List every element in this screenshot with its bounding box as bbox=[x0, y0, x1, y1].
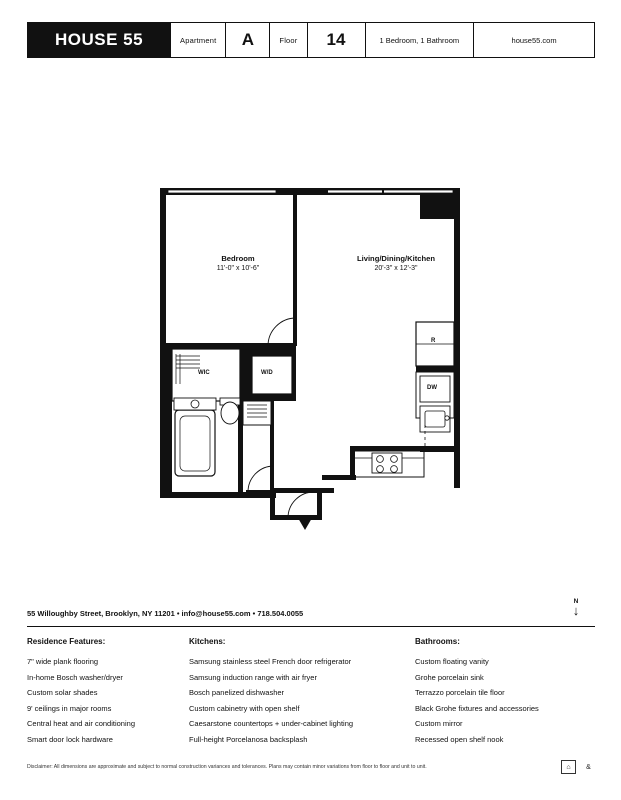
floor-plan-drawing bbox=[120, 170, 500, 540]
list-item: Bosch panelized dishwasher bbox=[189, 688, 285, 697]
list-item: Custom solar shades bbox=[27, 688, 98, 697]
list-item: In-home Bosch washer/dryer bbox=[27, 672, 123, 682]
features-column-kitchens bbox=[189, 637, 415, 747]
room-label-bedroom: Bedroom 11'-0" x 10'-6" bbox=[216, 254, 260, 273]
list-item: Custom mirror bbox=[415, 719, 463, 728]
unit-info: 1 Bedroom, 1 Bathroom bbox=[365, 23, 474, 57]
list-item: Caesarstone countertops + under-cabinet lighting bbox=[189, 719, 354, 728]
features-list bbox=[27, 654, 189, 747]
annotation-wic: WIC bbox=[198, 370, 210, 376]
features-column-residence bbox=[27, 637, 189, 747]
floor-label: Floor bbox=[269, 23, 306, 57]
features-heading: Kitchens: bbox=[189, 637, 226, 646]
website-link[interactable]: house55.com bbox=[473, 23, 594, 57]
apartment-label: Apartment bbox=[170, 23, 225, 57]
list-item: Black Grohe fixtures and accessories bbox=[415, 703, 539, 713]
annotation-dishwasher: DW bbox=[427, 385, 437, 391]
compass-label: N bbox=[573, 598, 579, 605]
equal-housing-icon: ⌂ bbox=[561, 760, 576, 774]
list-item: Custom floating vanity bbox=[415, 657, 489, 666]
brand-logo: HOUSE 55 bbox=[28, 23, 170, 57]
divider bbox=[27, 626, 595, 627]
floor-plan-svg bbox=[120, 170, 500, 540]
list-item: 7" wide plank flooring bbox=[27, 657, 99, 666]
features-list bbox=[189, 654, 415, 747]
list-item: Samsung induction range with air fryer bbox=[189, 672, 317, 682]
footer-badges bbox=[561, 760, 594, 774]
list-item: Smart door lock hardware bbox=[27, 734, 113, 744]
features-heading: Residence Features: bbox=[27, 637, 106, 646]
disclaimer-text: Disclaimer: All dimensions are approximate and subject to normal construction variances and tolerances. Plans may contain minor variations from floor to floor and unit to unit. bbox=[27, 764, 427, 770]
features-list bbox=[415, 654, 595, 747]
features-column-bathrooms bbox=[415, 637, 595, 747]
annotation-washer-dryer: W/D bbox=[261, 370, 273, 376]
list-item: Full-height Porcelanosa backsplash bbox=[189, 734, 308, 744]
accessibility-icon: & bbox=[586, 763, 591, 771]
list-item: Terrazzo porcelain tile floor bbox=[415, 688, 505, 697]
compass-icon bbox=[563, 598, 589, 617]
sheet-header bbox=[27, 22, 595, 58]
annotation-refrigerator: R bbox=[431, 338, 436, 344]
list-item: Central heat and air conditioning bbox=[27, 719, 135, 728]
list-item: 9' ceilings in major rooms bbox=[27, 703, 112, 713]
list-item: Recessed open shelf nook bbox=[415, 734, 504, 744]
room-label-living: Living/Dining/Kitchen 20'-3" x 12'-3" bbox=[356, 254, 436, 273]
list-item: Grohe porcelain sink bbox=[415, 672, 484, 682]
list-item: Samsung stainless steel French door refrigerator bbox=[189, 657, 352, 666]
floor-value: 14 bbox=[307, 23, 365, 57]
features-section bbox=[27, 637, 595, 747]
apartment-value: A bbox=[225, 23, 269, 57]
compass-arrow: ↓ bbox=[572, 603, 580, 618]
list-item: Custom cabinetry with open shelf bbox=[189, 703, 300, 713]
address-line: 55 Willoughby Street, Brooklyn, NY 11201 • info@house55.com • 718.504.0055 bbox=[27, 609, 304, 618]
features-heading: Bathrooms: bbox=[415, 637, 460, 646]
